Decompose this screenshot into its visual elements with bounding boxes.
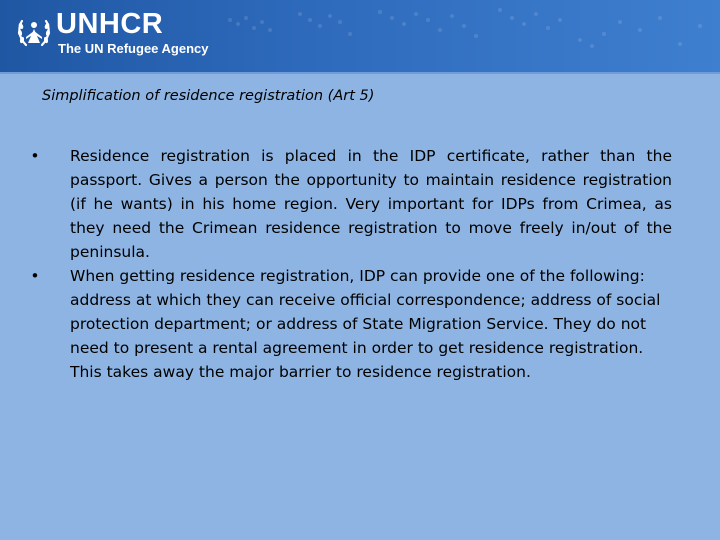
slide-title: Simplification of residence registration (Art 5) — [42, 88, 375, 104]
bullet-marker: • — [30, 147, 40, 165]
org-name: UNHCR — [56, 8, 164, 40]
header-band — [0, 0, 720, 72]
org-tagline: The UN Refugee Agency — [58, 41, 209, 56]
bullet-item — [28, 264, 672, 384]
unhcr-laurel-emblem-icon — [14, 15, 54, 49]
bullet-text: When getting residence registration, IDP can provide one of the following: address at which they can receive official correspondence; address of social protection department; or address of State Migration Service. They do not need to present a rental agreement in order to get residence registration. This takes away the major barrier to residence registration. — [70, 267, 661, 381]
bullet-marker: • — [30, 267, 40, 285]
bullet-text: Residence registration is placed in the IDP certificate, rather than the passport. Gives a person the opportunity to maintain residence registration (if he wants) in his home region. Very important for IDPs from Crimea, as they need the Crimean residence registration to move freely in/out of the peninsula. — [70, 147, 672, 261]
bullet-list — [28, 144, 672, 384]
bullet-item — [28, 144, 672, 264]
unhcr-logo — [14, 8, 209, 55]
header-divider — [0, 72, 720, 74]
